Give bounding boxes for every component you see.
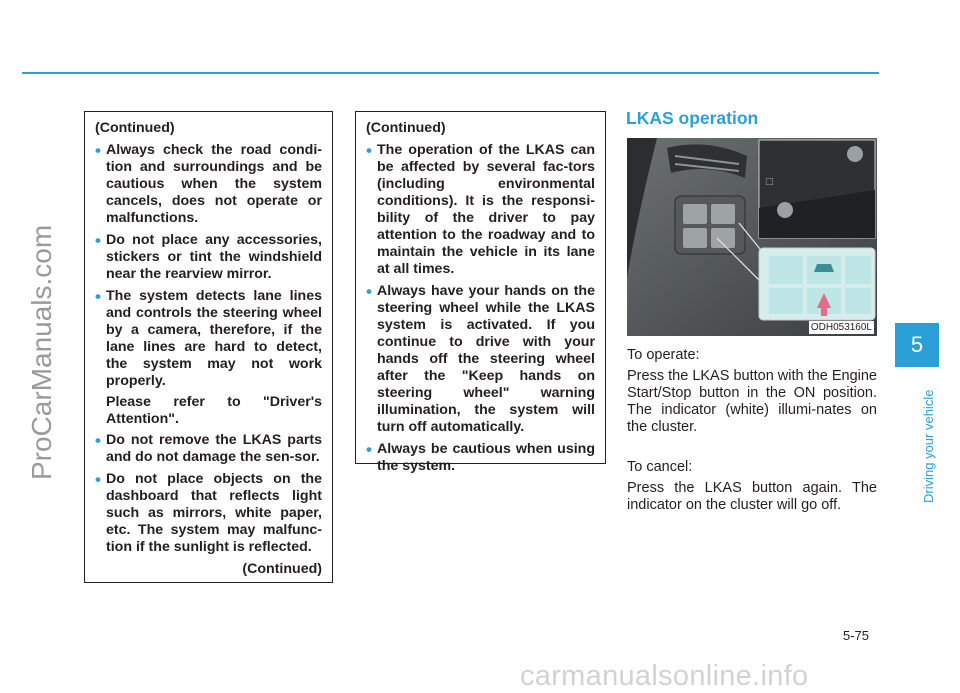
list-item: • Always check the road condi-tion and surroundings and be cautious when the system cancels, does not operate or malfunctions. (95, 141, 322, 226)
box1-head: (Continued) (95, 120, 175, 136)
box2-head: (Continued) (366, 120, 446, 136)
list-item: • Always be cautious when using the system. (366, 440, 595, 474)
list-item: • Do not place objects on the dashboard that reflects light such as mirrors, white paper, etc. The system may malfunc-tion if the sunlight is reflected. (95, 470, 322, 555)
bullet-icon: • (95, 231, 101, 250)
box1-list (95, 142, 322, 390)
bullet-icon: • (95, 287, 101, 306)
bullet-icon: • (366, 440, 372, 459)
list-item: • The operation of the LKAS can be affected by several fac-tors (including environmental conditions). It is the responsi-bility of the driver to pay attention to the roadway and to maintain the vehicle in its lane at all times. (366, 141, 595, 277)
page-number: 5-75 (843, 628, 870, 643)
box1-note: Please refer to "Driver's Attention". (106, 394, 322, 427)
operate-label: To operate: (627, 347, 700, 363)
list-item: • Do not place any accessories, stickers or tint the windshield near the rearview mirror. (95, 231, 322, 282)
bullet-icon: • (95, 431, 101, 450)
bullet-icon: • (95, 470, 101, 489)
list-item: • The system detects lane lines and controls the steering wheel by a camera, therefore, if the lane lines are hard to detect, the system may not work properly. (95, 287, 322, 389)
list-item: • Do not remove the LKAS parts and do not damage the sen-sor. (95, 431, 322, 465)
dashboard-illustration (627, 138, 877, 336)
box2-list (366, 142, 595, 475)
cancel-label: To cancel: (627, 459, 693, 475)
figure-code: ODH053160L (810, 322, 872, 333)
list-item: • Always have your hands on the steering wheel while the LKAS system is activated. If you continue to drive with your hands off the steering wheel after the "Keep hands on steering wheel" warning illumination, the system will turn off automatically. (366, 282, 595, 435)
side-watermark: ProCarManuals.com (26, 224, 57, 480)
bottom-watermark: carmanualsonline.info (520, 660, 809, 692)
warning-box-2 (355, 111, 606, 474)
box1-list-2 (95, 432, 322, 556)
chapter-tab: 5 (895, 323, 939, 367)
operate-text: Press the LKAS button with the Engine Start/Stop button in the ON position. The indicator (white) illumi-nates on the cluster. (627, 368, 877, 435)
box1-foot: (Continued) (242, 561, 322, 577)
svg-text:□: □ (765, 177, 774, 187)
chapter-label: Driving your vehicle (921, 389, 936, 503)
bullet-icon: • (366, 141, 372, 160)
top-rule (22, 72, 879, 74)
warning-box-1 (84, 111, 333, 583)
bullet-icon: • (366, 282, 372, 301)
section-title: LKAS operation (626, 108, 759, 128)
cancel-text: Press the LKAS button again. The indicator on the cluster will go off. (627, 480, 877, 513)
lkas-button-figure (627, 138, 877, 336)
bullet-icon: • (95, 141, 101, 160)
